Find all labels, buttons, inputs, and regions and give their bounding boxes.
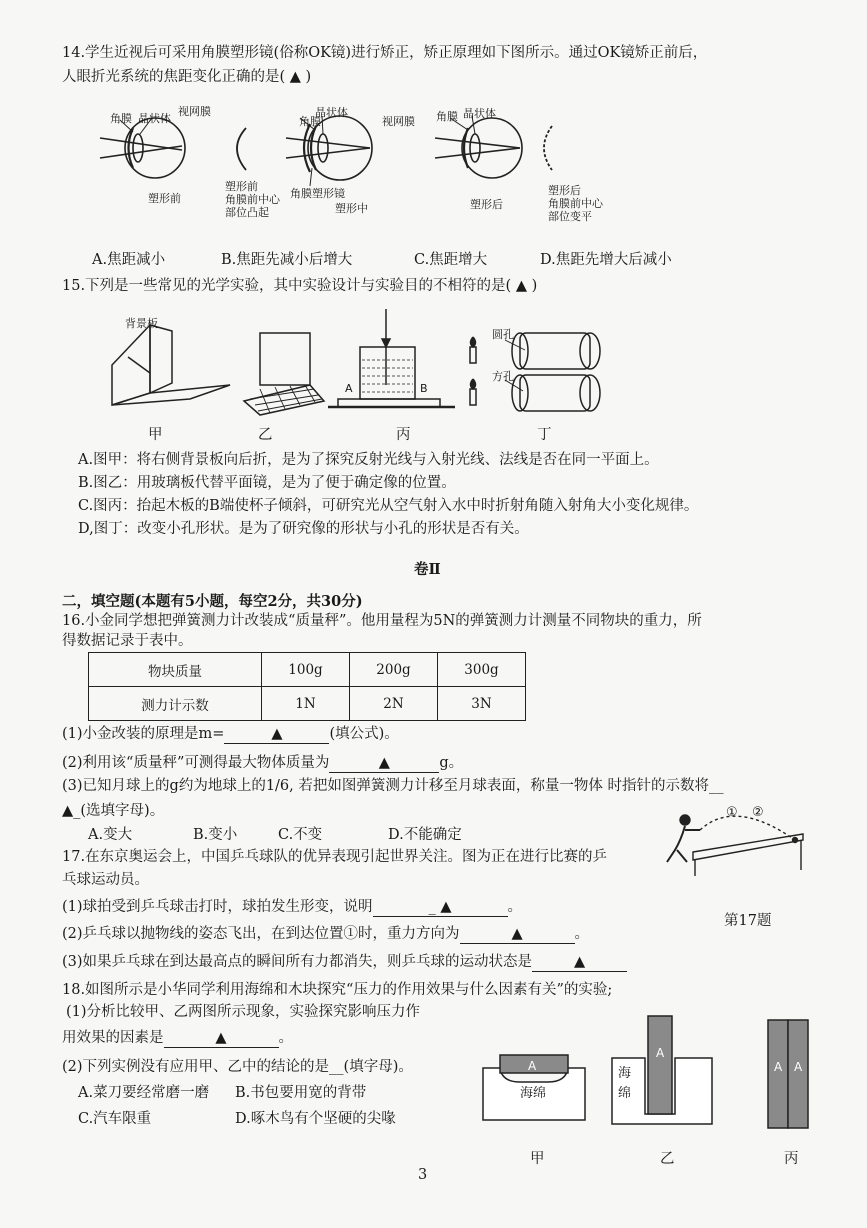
q15-label-board: 背景板 <box>125 317 158 330</box>
q15-caption-bing: 丙 <box>396 427 411 443</box>
q15-label-a: A <box>345 382 353 395</box>
q14-label-lens-2: 晶状体 <box>315 106 348 119</box>
q14-before-note-2: 角膜前中心 <box>225 193 280 206</box>
page-number: 3 <box>418 1167 428 1183</box>
q14-after-note <box>548 184 603 223</box>
q18-sponge-yi-char1: 海 <box>618 1066 632 1081</box>
q16-part2-post: g。 <box>439 755 464 771</box>
q16-stem-line2: 得数据记录于表中。 <box>62 633 193 649</box>
q15-stem: 15.下列是一些常见的光学实验，其中实验设计与实验目的不相符的是( ▲ ) <box>62 278 538 294</box>
q17-stem-line2: 乓球运动员。 <box>62 872 149 888</box>
q15-option-a: A.图甲：将右侧背景板向后折，是为了探究反射光线与入射光线、法线是否在同一平面上。 <box>78 452 659 468</box>
q17-part3-pre: (3)如果乒乓球在到达最高点的瞬间所有力都消失，则乒乓球的运动状态是 <box>62 954 533 970</box>
q17-part3-blank[interactable]: ▲ <box>532 953 627 972</box>
q16-stem-line1: 16.小金同学想把弹簧测力计改装成“质量秤”。他用量程为5N的弹簧测力计测量不同物块的重力，所 <box>62 613 702 629</box>
q18-part1-blank[interactable]: ▲ <box>164 1029 279 1048</box>
q14-option-b: B.焦距先减小后增大 <box>221 252 353 268</box>
q14-option-c: C.焦距增大 <box>414 252 488 268</box>
table-row <box>89 687 526 721</box>
table-cell: 3N <box>438 687 526 721</box>
q14-label-after: 塑形后 <box>470 198 503 211</box>
q16-part1-blank[interactable]: ▲ <box>224 725 329 744</box>
table-cell: 200g <box>350 653 438 687</box>
q18-sponge-figures <box>480 1010 820 1140</box>
q14-label-retina-1: 视网膜 <box>178 105 211 118</box>
q18-part1-pre: 用效果的因素是 <box>62 1030 164 1046</box>
q17-figure-caption: 第17题 <box>724 913 772 929</box>
q17-pos-1: ① <box>726 805 738 820</box>
table-cell: 1N <box>262 687 350 721</box>
q16-part1 <box>62 725 399 744</box>
section-heading: 二，填空题(本题有5小题，每空2分，共30分) <box>62 593 363 610</box>
q17-part2: (2)乒乓球以抛物线的姿态飞出，在到达位置①时，重力方向为 ▲ 。 <box>62 926 590 942</box>
q18-sponge-yi <box>618 1064 631 1104</box>
q14-stem-line1: 14.学生近视后可采用角膜塑形镜(俗称OK镜)进行矫正，矫正原理如下图所示。通过OK镜矫正前后， <box>62 45 708 61</box>
table-cell: 物块质量 <box>89 653 262 687</box>
q14-label-cornea-2: 角膜 <box>299 115 321 128</box>
q18-option-c: C.汽车限重 <box>78 1111 152 1127</box>
q18-part2: (2)下列实例没有应用甲、乙中的结论的是__(填字母)。 <box>62 1059 413 1075</box>
q18-stem: 18.如图所示是小华同学利用海绵和木块探究“压力的作用效果与什么因素有关”的实验; <box>62 982 613 998</box>
q16-option-b: B.变小 <box>193 827 238 843</box>
q17-part3 <box>62 953 627 972</box>
q17-pos-2: ② <box>752 805 764 820</box>
q18-block-a-bing-1: A <box>774 1060 783 1074</box>
volume-title: 卷Ⅱ <box>414 561 441 578</box>
q18-sponge-yi-char2: 绵 <box>618 1086 632 1101</box>
q18-option-a: A.菜刀要经常磨一磨 <box>78 1085 210 1101</box>
q17-part2-pre: (2)乒乓球以抛物线的姿态飞出，在到达位置①时，重力方向为 <box>62 926 460 942</box>
q18-block-a-jia: A <box>528 1059 537 1073</box>
q14-after-note-3: 部位变平 <box>548 210 592 223</box>
q15-label-round-hole: 圆孔 <box>492 328 514 341</box>
q17-part1-pre: (1)球拍受到乒乓球击打时，球拍发生形变，说明 <box>62 899 373 915</box>
q14-after-note-2: 角膜前中心 <box>548 197 603 210</box>
q18-caption-yi: 乙 <box>660 1151 675 1167</box>
q16-part3-line1: (3)已知月球上的g约为地球上的1/6, 若把如图弹簧测力计移至月球表面，称量一物体 时指针的示数将__ <box>62 778 724 794</box>
q14-before-note <box>225 180 280 219</box>
q16-part2-pre: (2)利用该“质量秤”可测得最大物体质量为 <box>62 755 330 771</box>
q18-caption-bing: 丙 <box>784 1151 799 1167</box>
q15-option-b: B.图乙：用玻璃板代替平面镜，是为了便于确定像的位置。 <box>78 475 456 491</box>
q16-option-a: A.变大 <box>88 827 133 843</box>
q14-label-before: 塑形前 <box>148 192 181 205</box>
q14-label-okmirror: 角膜塑形镜 <box>290 187 345 200</box>
q14-label-cornea-1: 角膜 <box>110 112 132 125</box>
q15-caption-jia: 甲 <box>148 427 163 443</box>
q18-caption-jia: 甲 <box>530 1151 545 1167</box>
q16-part1-pre: (1)小金改装的原理是m= <box>62 726 225 742</box>
q18-block-a-bing-2: A <box>794 1060 803 1074</box>
q14-option-a: A.焦距减小 <box>92 252 166 268</box>
q15-label-b: B <box>420 382 428 395</box>
q15-experiment-figures <box>110 305 630 420</box>
q14-label-lens-1: 晶状体 <box>138 112 171 125</box>
q15-label-square-hole: 方孔 <box>492 370 514 383</box>
q18-option-b: B.书包要用宽的背带 <box>235 1085 367 1101</box>
q14-label-cornea-3: 角膜 <box>436 110 458 123</box>
q16-part3-line2: ▲_(选填字母)。 <box>62 803 165 819</box>
q14-option-d: D.焦距先增大后减小 <box>540 252 672 268</box>
q16-part1-post: (填公式)。 <box>329 726 399 742</box>
table-cell: 300g <box>438 653 526 687</box>
q18-option-d: D.啄木鸟有个坚硬的尖喙 <box>235 1111 396 1127</box>
q18-sponge-jia: 海绵 <box>520 1086 547 1101</box>
q14-label-during: 塑形中 <box>335 202 368 215</box>
q16-option-c: C.不变 <box>278 827 323 843</box>
table-cell: 2N <box>350 687 438 721</box>
q15-caption-ding: 丁 <box>537 427 552 443</box>
q16-part2 <box>62 754 463 773</box>
q18-part1-line2: 用效果的因素是 ▲ 。 <box>62 1030 293 1046</box>
q14-before-note-1: 塑形前 <box>225 180 258 193</box>
q14-label-retina-2: 视网膜 <box>382 115 415 128</box>
table-row <box>89 653 526 687</box>
q16-part2-blank[interactable]: ▲ <box>329 754 439 773</box>
q17-part2-blank[interactable]: ▲ <box>460 925 575 944</box>
q15-caption-yi: 乙 <box>258 427 273 443</box>
q17-part1-blank[interactable]: _ ▲ <box>373 898 508 917</box>
table-cell: 100g <box>262 653 350 687</box>
q15-option-c: C.图丙：抬起木板的B端使杯子倾斜，可研究光从空气射入水中时折射角随入射角大小变化规律。 <box>78 498 699 514</box>
q14-stem-line2: 人眼折光系统的焦距变化正确的是( ▲ ) <box>62 69 312 85</box>
q18-part1-line1: (1)分析比较甲、乙两图所示现象，实验探究影响压力作 <box>66 1004 421 1020</box>
q17-part1: (1)球拍受到乒乓球击打时，球拍发生形变，说明 _ ▲ 。 <box>62 899 523 915</box>
q14-before-note-3: 部位凸起 <box>225 206 269 219</box>
table-cell: 测力计示数 <box>89 687 262 721</box>
q17-stem-line1: 17.在东京奥运会上，中国乒乓球队的优异表现引起世界关注。图为正在进行比赛的乒 <box>62 849 608 865</box>
q16-option-d: D.不能确定 <box>388 827 462 843</box>
q15-option-d: D,图丁：改变小孔形状。是为了研究像的形状与小孔的形状是否有关。 <box>78 521 529 537</box>
q16-data-table <box>88 652 526 721</box>
q18-block-a-yi: A <box>656 1046 665 1060</box>
q14-after-note-1: 塑形后 <box>548 184 581 197</box>
q14-label-lens-3: 晶状体 <box>463 107 496 120</box>
